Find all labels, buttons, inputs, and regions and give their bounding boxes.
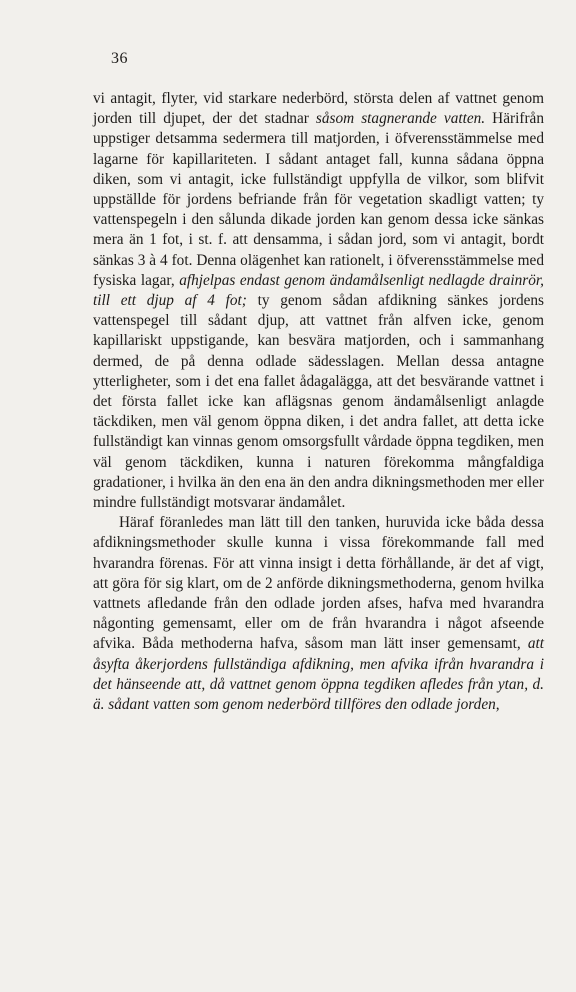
text-run: Häraf föranledes man lätt till den tanken, huruvida icke båda dessa afdikningsmethoder skulle kunna i vissa förekommande fall med hvarandra förenas. För att vinna insigt i detta förhållande, är det af vigt, att göra för sig klart, om de 2 anförde dikningsmethoderna, genom hvilka vattnets afledande från den odlade jorden afses, hafva med hvarandra någonting gemensamt, eller om de från hvarandra i något afseende afvika. Båda methoderna hafva, såsom man lätt inser gemensamt, xyxy=(93,514,544,653)
italic-text-run: att åsyfta åkerjordens fullständiga afdikning, men afvika ifrån hvarandra i det hänseende att, då vattnet genom öppna tegdiken afledes från ytan, d. ä. sådant vatten som genom nederbörd tillföres den odlade jorden, xyxy=(93,635,544,714)
body-text xyxy=(93,89,544,715)
text-run: vi antagit, flyter, vid starkare nederbörd, största delen af vattnet genom jorden till djupet, der det stadnar xyxy=(93,90,544,128)
paragraph-2 xyxy=(93,513,544,715)
text-run: ty genom sådan afdikning sänkes jordens vattenspegel till sådant djup, att vattnet från alfven icke, genom kapillariskt uppstigande, kan besvära matjorden, och i sammanhang dermed, de på denna odlade sädesslagen. Mellan dessa antagne ytterligheter, som i det ena fallet ådagalägga, att det besvärande vattnet i det första fallet icke kan aflägsnas genom ändamålsenligt anlagde täckdiken, men väl genom öppna diken, i det andra fallet, att detta icke fullständigt kan vinnas genom omsorgsfullt vårdade öppna tegdiken, men väl genom täckdiken, kunna i naturen förekomma mångfaldiga gradationer, i hvilka än den ena än den andra dikningsmethoden mer eller mindre fullständigt motsvarar ändamålet. xyxy=(93,292,544,512)
paragraph-1 xyxy=(93,89,544,513)
text-run: Härifrån uppstiger detsamma sedermera till matjorden, i öfverensstämmelse med lagarne för kapillariteten. I sådant antaget fall, kunna sådana öppna diken, som vi antagit, icke fullständigt uppfylla de vilkor, som blifvit uppställde för jordens befriande från för vegetation skadligt vatten; ty vattenspegeln i den sålunda dikade jorden kan genom dessa icke sänkas mera än 1 fot, i st. f. att densamma, i sådan jord, som vi antagit, bordt sänkas 3 à 4 fot. Denna olägenhet kan rationelt, i öfverensstämmelse med fysiska lagar, xyxy=(93,110,544,289)
page-number: 36 xyxy=(111,50,128,67)
italic-text-run: såsom stagnerande vatten. xyxy=(315,110,486,128)
italic-text-run: afhjelpas endast genom ändamålsenligt nedlagde drainrör, till ett djup af 4 fot; xyxy=(93,271,544,310)
